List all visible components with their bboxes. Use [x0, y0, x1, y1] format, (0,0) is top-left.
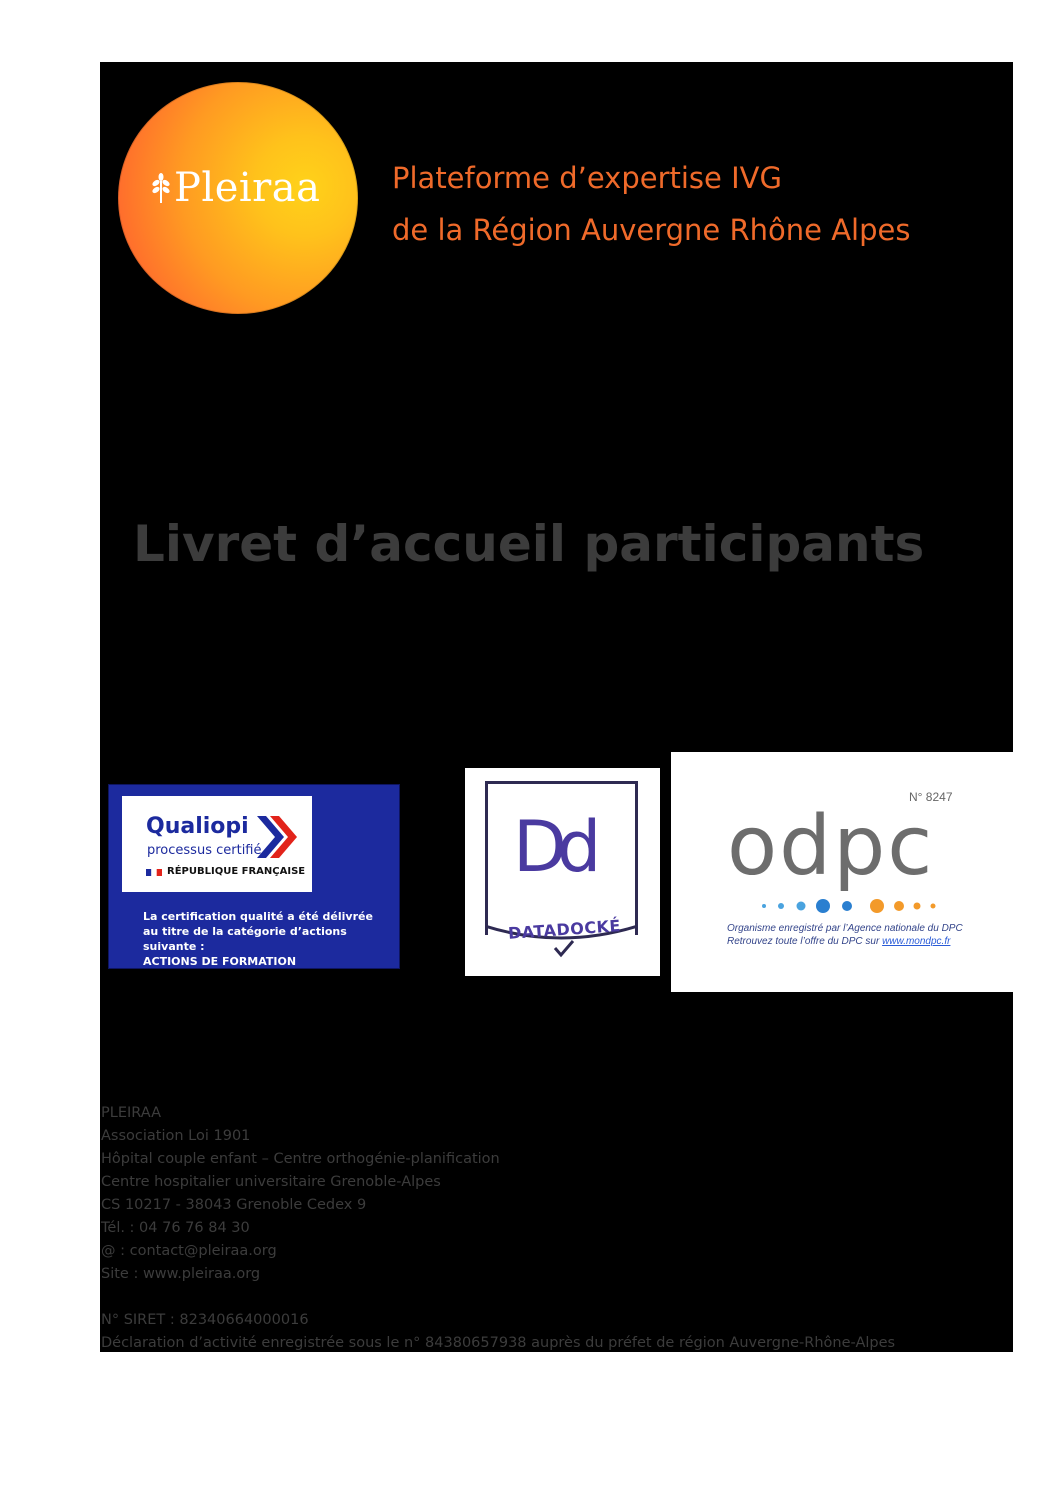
french-flag-icon [146, 869, 162, 876]
odpc-wordmark: odpc [727, 799, 935, 894]
header-title [392, 152, 910, 256]
qualiopi-certification-text [143, 909, 399, 969]
org-type: Association Loi 1901 [101, 1128, 251, 1144]
datadock-label: DATADOCKÉ [507, 916, 622, 943]
mondpc-link[interactable]: www.mondpc.fr [882, 936, 951, 947]
leaf-sprig-icon [150, 171, 172, 205]
qualiopi-name: Qualiopi [146, 814, 249, 839]
qualiopi-cert-line-2: au titre de la catégorie d’actions suivante : [143, 925, 347, 953]
email: @ : contact@pleiraa.org [101, 1243, 277, 1259]
datadock-badge [465, 768, 660, 976]
qualiopi-cert-line-1: La certification qualité a été délivrée [143, 910, 373, 923]
phone: Tél. : 04 76 76 84 30 [101, 1220, 250, 1236]
address-line-3: Hôpital couple enfant – Centre orthogénie-planification [101, 1151, 500, 1167]
address-line-5: CS 10217 - 38043 Grenoble Cedex 9 [101, 1197, 367, 1213]
siret: N° SIRET : 82340664000016 [101, 1312, 309, 1328]
spacer [101, 1286, 895, 1309]
odpc-offer-text: Retrouvez toute l’offre du DPC sur [727, 936, 883, 947]
odpc-number: N° 8247 [909, 790, 953, 804]
document-title: Livret d’accueil participants [133, 515, 925, 573]
activity-declaration: Déclaration d’activité enregistrée sous le n° 84380657938 auprès du préfet de région Auvergne-Rhône-Alpes [101, 1335, 896, 1351]
odpc-badge [671, 752, 1013, 992]
header-line-2: de la Région Auvergne Rhône Alpes [392, 213, 911, 247]
odpc-offer-line [727, 936, 950, 947]
website: Site : www.pleiraa.org [101, 1266, 261, 1282]
address-line-4: Centre hospitalier universitaire Grenoble-Alpes [101, 1174, 441, 1190]
logo-text: Pleiraa [174, 165, 321, 211]
address-block [101, 1102, 895, 1355]
qualiopi-arrows-icon [257, 816, 297, 858]
org-name: PLEIRAA [101, 1105, 161, 1121]
odpc-dots-icon [759, 894, 939, 918]
qualiopi-badge [108, 784, 400, 969]
republique-francaise-label: RÉPUBLIQUE FRANÇAISE [167, 866, 306, 877]
qualiopi-subtitle: processus certifié [147, 843, 262, 858]
header-line-1: Plateforme d’expertise IVG [392, 161, 782, 195]
qualiopi-cert-line-3: ACTIONS DE FORMATION [143, 955, 297, 968]
qualiopi-logo-box [122, 796, 312, 892]
datadock-letters: Dd [513, 806, 592, 888]
pleiraa-logo [150, 165, 321, 211]
odpc-registration-line: Organisme enregistré par l’Agence nationale du DPC [727, 923, 963, 934]
